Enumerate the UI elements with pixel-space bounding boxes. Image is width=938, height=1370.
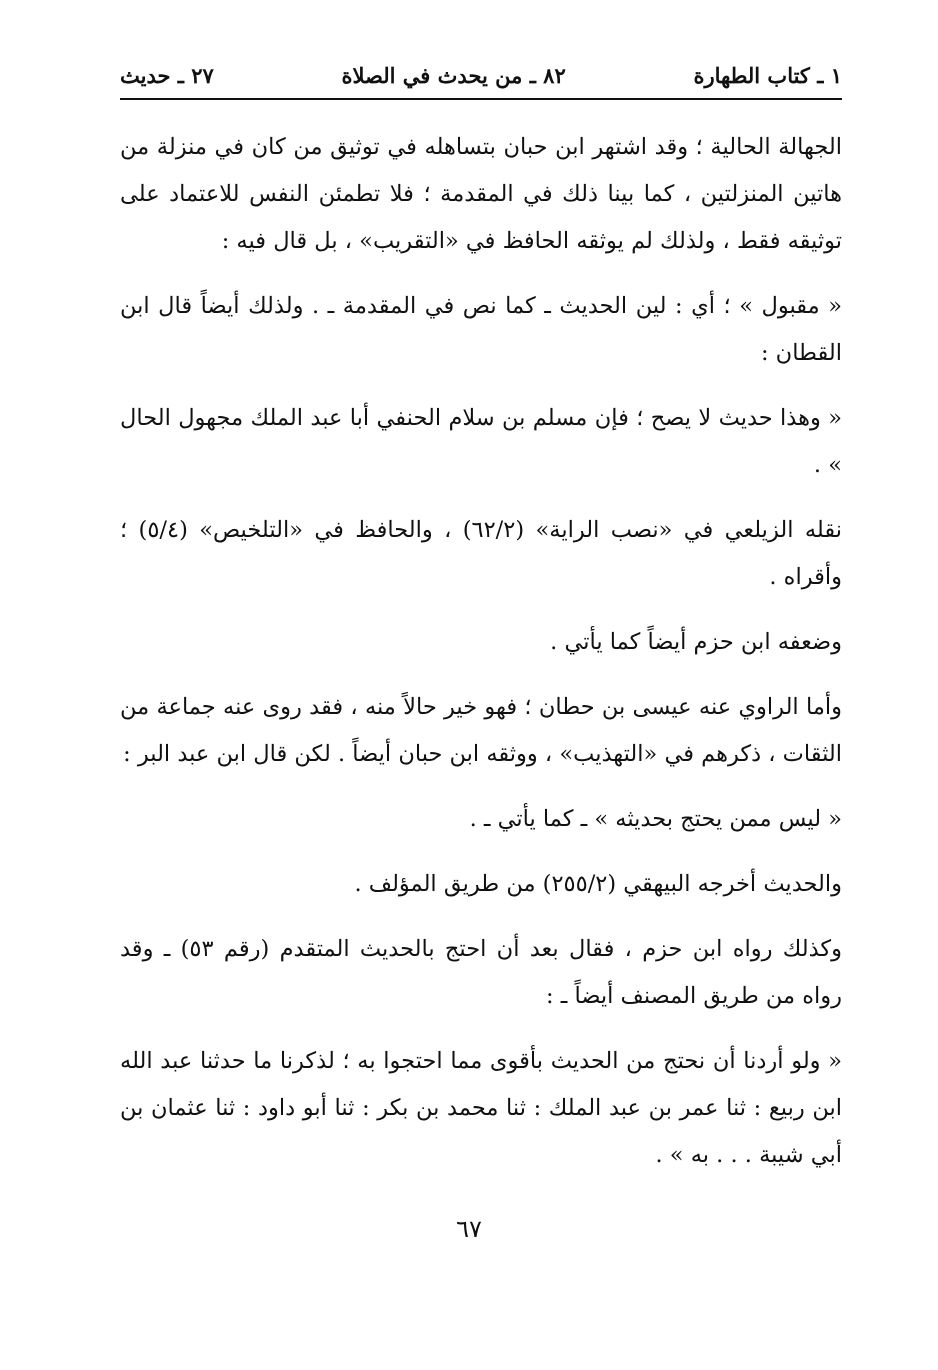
book-page bbox=[120, 56, 842, 1326]
page-number: ٦٧ bbox=[456, 1215, 482, 1243]
page-body bbox=[120, 124, 842, 1179]
paragraph: « ولو أردنا أن نحتج من الحديث بأقوى مما احتجوا به ؛ لذكرنا ما حدثنا عبد الله ابن ربيع : ثنا عمر بن عبد الملك : ثنا محمد بن بكر : ثنا أبو داود : ثنا عثمان بن أبي شيبة . . . به » . bbox=[120, 1048, 842, 1168]
paragraph: وكذلك رواه ابن حزم ، فقال بعد أن احتج بالحديث المتقدم (رقم ٥٣) ـ وقد رواه من طريق المصنف أيضاً ـ : bbox=[120, 936, 842, 1009]
header-chapter: ١ ـ كتاب الطهارة bbox=[693, 63, 842, 88]
paragraph: « ليس ممن يحتج بحديثه » ـ كما يأتي ـ . bbox=[469, 806, 842, 832]
header-hadith-number: ٢٧ ـ حديث bbox=[120, 63, 214, 88]
paragraph: والحديث أخرجه البيهقي (٢٥٥/٢) من طريق المؤلف . bbox=[354, 871, 842, 897]
header-section: ٨٢ ـ من يحدث في الصلاة bbox=[341, 63, 566, 88]
paragraph: وأما الراوي عنه عيسى بن حطان ؛ فهو خير حالاً منه ، فقد روى عنه جماعة من الثقات ، ذكرهم في «التهذيب» ، ووثقه ابن حبان أيضاً . لكن قال ابن عبد البر : bbox=[120, 694, 842, 767]
paragraph: نقله الزيلعي في «نصب الراية» (٦٢/٢) ، والحافظ في «التلخيص» (٥/٤) ؛ وأقراه . bbox=[120, 517, 842, 590]
header-rule bbox=[120, 98, 842, 100]
paragraph: « وهذا حديث لا يصح ؛ فإن مسلم بن سلام الحنفي أبا عبد الملك مجهول الحال » . bbox=[120, 405, 842, 478]
paragraph: « مقبول » ؛ أي : لين الحديث ـ كما نص في المقدمة ـ . ولذلك أيضاً قال ابن القطان : bbox=[120, 293, 842, 366]
paragraph: وضعفه ابن حزم أيضاً كما يأتي . bbox=[550, 629, 842, 655]
running-header bbox=[120, 56, 842, 96]
paragraph: الجهالة الحالية ؛ وقد اشتهر ابن حبان بتساهله في توثيق من كان في منزلة من هاتين المنزلتين ، كما بينا ذلك في المقدمة ؛ فلا تطمئن النفس للاعتماد على توثيقه فقط ، ولذلك لم يوثقه الحافظ في «التقريب» ، بل قال فيه : bbox=[120, 134, 842, 254]
